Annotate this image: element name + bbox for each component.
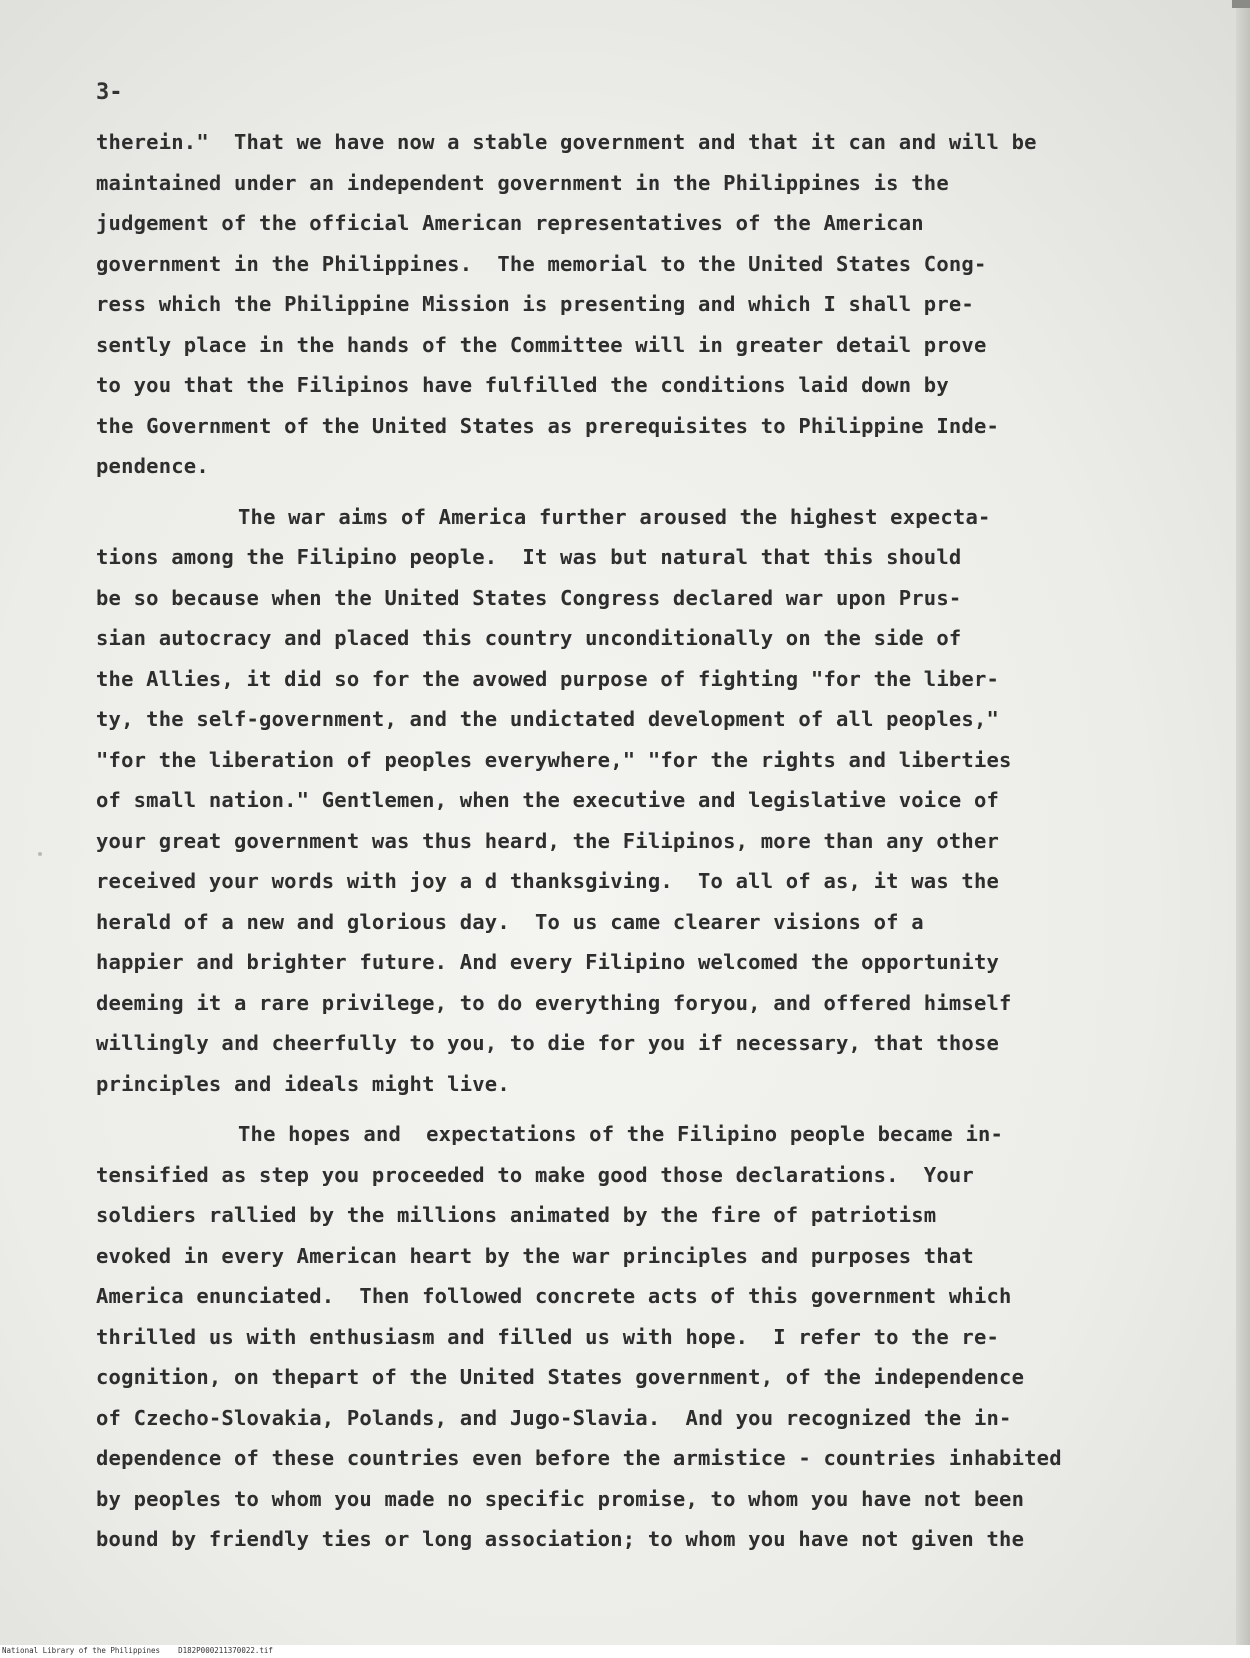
text-line: principles and ideals might live. [96,1071,510,1096]
text-line: therein." That we have now a stable government and that it can and will be [96,130,1037,154]
text-line: evoked in every American heart by the war principles and purposes that [96,1243,974,1268]
text-line: herald of a new and glorious day. To us came clearer visions of a [96,909,924,934]
scan-speck [38,852,42,856]
text-line: bound by friendly ties or long association; to whom you have not given the [96,1527,1025,1551]
text-line: pendence. [96,454,209,478]
page-edge-mark [1232,0,1250,8]
text-line: judgement of the official American representatives of the American [96,211,924,235]
text-line: The hopes and expectations of the Filipino people became in- [238,1122,1004,1146]
text-line: received your words with joy a d thanksgiving. To all of as, it was the [96,869,1000,893]
text-line: ress which the Philippine Mission is presenting and which I shall pre- [96,292,974,316]
paragraph [96,1114,1186,1560]
footer-caption: National Library of the Philippines D182P000211370022.tif [2,1646,273,1655]
text-line: America enunciated. Then followed concrete acts of this government which [96,1284,1012,1308]
text-line: deeming it a rare privilege, to do everything foryou, and offered himself [96,990,1012,1015]
text-line: tions among the Filipino people. It was but natural that this should [96,545,962,569]
text-line: maintained under an independent government in the Philippines is the [96,170,949,195]
text-line: ty, the self-government, and the undictated development of all peoples," [96,707,1000,731]
text-line: thrilled us with enthusiasm and filled us with hope. I refer to the re- [96,1324,1000,1349]
typed-letter-page [96,78,1186,1560]
page-number: 3- [96,80,123,105]
text-line: soldiers rallied by the millions animated by the fire of patriotism [96,1203,937,1227]
text-line: "for the liberation of peoples everywhere," "for the rights and liberties [96,747,1012,772]
text-line: be so because when the United States Congress declared war upon Prus- [96,585,962,610]
text-line: the Allies, it did so for the avowed purpose of fighting "for the liber- [96,666,1000,691]
text-line: happier and brighter future. And every Filipino welcomed the opportunity [96,950,1000,974]
text-line: of Czecho-Slovakia, Polands, and Jugo-Slavia. And you recognized the in- [96,1405,1012,1430]
body-text [96,122,1186,1560]
text-line: dependence of these countries even before the armistice - countries inhabited [96,1446,1062,1470]
text-line: your great government was thus heard, the Filipinos, more than any other [96,828,1000,853]
text-line: sian autocracy and placed this country unconditionally on the side of [96,626,962,650]
text-line: by peoples to whom you made no specific promise, to whom you have not been [96,1486,1025,1511]
text-line: to you that the Filipinos have fulfilled the conditions laid down by [96,373,949,397]
paragraph [96,497,1186,1105]
text-line: willingly and cheerfully to you, to die for you if necessary, that those [96,1031,1000,1055]
text-line: government in the Philippines. The memorial to the United States Cong- [96,251,987,276]
paragraph [96,122,1186,487]
text-line: sently place in the hands of the Committee will in greater detail prove [96,332,987,357]
page-edge-shadow [1236,0,1250,1645]
text-line: the Government of the United States as prerequisites to Philippine Inde- [96,413,1000,438]
text-line: tensified as step you proceeded to make good those declarations. Your [96,1162,974,1187]
text-line: The war aims of America further aroused the highest expecta- [238,504,991,529]
text-line: cognition, on thepart of the United States government, of the independence [96,1365,1025,1389]
text-line: of small nation." Gentlemen, when the executive and legislative voice of [96,788,1000,812]
